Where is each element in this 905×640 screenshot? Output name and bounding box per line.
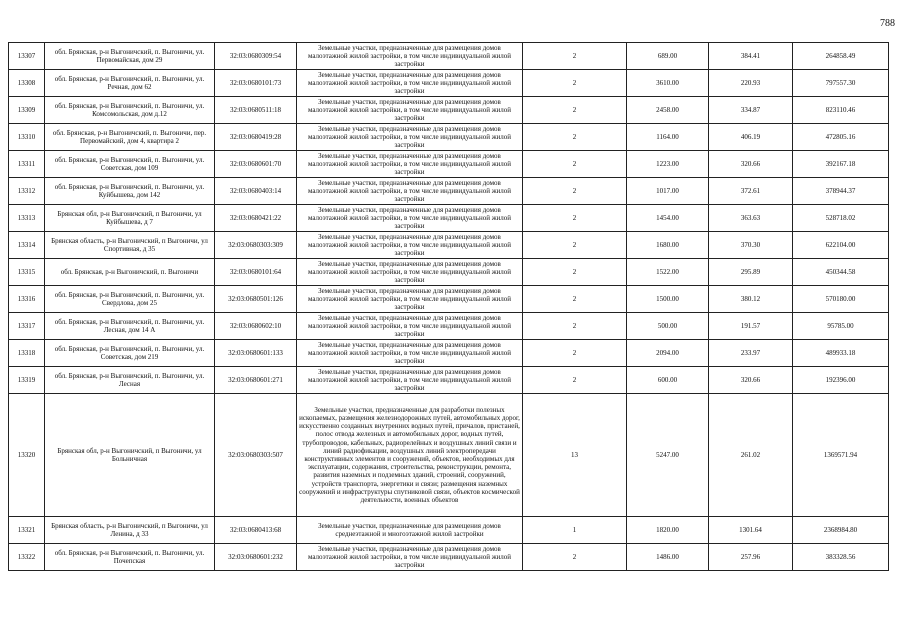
land-use-cell: Земельные участки, предназначенные для размещения домов среднеэтажной и многоэтажной жилой застройки	[297, 517, 523, 544]
row-number: 13319	[9, 367, 45, 394]
table-row	[9, 205, 889, 232]
land-use-cell: Земельные участки, предназначенные для размещения домов малоэтажной жилой застройки, в том числе индивидуальной жилой застройки	[297, 544, 523, 571]
table-row	[9, 178, 889, 205]
group-cell: 1	[523, 517, 627, 544]
specific-value-cell: 384.41	[709, 43, 793, 70]
address-cell: обл. Брянская, р-н Выгоничский, п. Выгоничи, ул. Первомайская, дом 29	[45, 43, 215, 70]
specific-value-cell: 191.57	[709, 313, 793, 340]
table-row	[9, 151, 889, 178]
cadastral-number-cell: 32:03:0680421:22	[215, 205, 297, 232]
address-cell: обл. Брянская, р-н Выгоничский, п. Выгоничи, ул. Речная, дом 62	[45, 70, 215, 97]
group-cell: 2	[523, 124, 627, 151]
area-cell: 1820.00	[627, 517, 709, 544]
land-use-cell: Земельные участки, предназначенные для размещения домов малоэтажной жилой застройки, в том числе индивидуальной жилой застройки	[297, 367, 523, 394]
land-use-cell: Земельные участки, предназначенные для размещения домов малоэтажной жилой застройки, в том числе индивидуальной жилой застройки	[297, 205, 523, 232]
group-cell: 2	[523, 178, 627, 205]
table-row	[9, 43, 889, 70]
area-cell: 1486.00	[627, 544, 709, 571]
cadastral-number-cell: 32:03:0680419:28	[215, 124, 297, 151]
cadastral-value-cell: 450344.58	[793, 259, 889, 286]
area-cell: 1522.00	[627, 259, 709, 286]
group-cell: 2	[523, 367, 627, 394]
row-number: 13313	[9, 205, 45, 232]
address-cell: обл. Брянская, р-н Выгоничский, п. Выгоничи, ул. Свердлова, дом 25	[45, 286, 215, 313]
row-number: 13316	[9, 286, 45, 313]
cadastral-value-cell: 1369571.94	[793, 394, 889, 517]
address-cell: обл. Брянская, р-н Выгоничский, п. Выгоничи, ул. Куйбышева, дом 142	[45, 178, 215, 205]
land-use-cell: Земельные участки, предназначенные для разработки полезных ископаемых, размещения железнодорожных путей, автомобильных дорог, искусственно созданных внутренних водных путей, причалов, пристаней, полос отвода железных и автомобильных дорог, водных путей, трубопроводов, кабельных, радиорелейных и воздушных линий связи и линий радиофикации, воздушных линий электропередачи конструктивных элементов и сооружений, объектов, необходимых для эксплуатации, содержания, строительства, реконструкции, ремонта, развития наземных и подземных зданий, строений, сооружений, устройств транспорта, энергетики и связи; размещения наземных сооружений и инфраструктуры спутниковой связи, объектов космической деятельности, военных объектов	[297, 394, 523, 517]
specific-value-cell: 320.66	[709, 367, 793, 394]
cadastral-number-cell: 32:03:0680101:64	[215, 259, 297, 286]
address-cell: Брянская область, р-н Выгоничский, п Выгоничи, ул Спортивная, д 35	[45, 232, 215, 259]
specific-value-cell: 372.61	[709, 178, 793, 205]
row-number: 13314	[9, 232, 45, 259]
specific-value-cell: 1301.64	[709, 517, 793, 544]
address-cell: обл. Брянская, р-н Выгоничский, п. Выгоничи, ул. Комсомольская, дом д.12	[45, 97, 215, 124]
cadastral-number-cell: 32:03:0680403:14	[215, 178, 297, 205]
row-number: 13317	[9, 313, 45, 340]
address-cell: Брянская обл, р-н Выгоничский, п Выгоничи, ул Больничная	[45, 394, 215, 517]
table-row	[9, 517, 889, 544]
cadastral-number-cell: 32:03:0680511:18	[215, 97, 297, 124]
address-cell: обл. Брянская, р-н Выгоничский, п. Выгоничи	[45, 259, 215, 286]
row-number: 13308	[9, 70, 45, 97]
address-cell: обл. Брянская, р-н Выгоничский, п. Выгоничи, ул. Лесная	[45, 367, 215, 394]
area-cell: 2458.00	[627, 97, 709, 124]
specific-value-cell: 334.87	[709, 97, 793, 124]
group-cell: 13	[523, 394, 627, 517]
cadastral-value-cell: 378944.37	[793, 178, 889, 205]
row-number: 13321	[9, 517, 45, 544]
group-cell: 2	[523, 205, 627, 232]
area-cell: 600.00	[627, 367, 709, 394]
cadastral-value-cell: 264858.49	[793, 43, 889, 70]
row-number: 13307	[9, 43, 45, 70]
table-row	[9, 70, 889, 97]
area-cell: 2094.00	[627, 340, 709, 367]
specific-value-cell: 295.89	[709, 259, 793, 286]
cadastral-number-cell: 32:03:0680501:126	[215, 286, 297, 313]
table-row	[9, 313, 889, 340]
land-use-cell: Земельные участки, предназначенные для размещения домов малоэтажной жилой застройки, в том числе индивидуальной жилой застройки	[297, 97, 523, 124]
land-use-cell: Земельные участки, предназначенные для размещения домов малоэтажной жилой застройки, в том числе индивидуальной жилой застройки	[297, 178, 523, 205]
cadastral-value-cell: 823110.46	[793, 97, 889, 124]
cadastral-value-cell: 570180.00	[793, 286, 889, 313]
specific-value-cell: 233.97	[709, 340, 793, 367]
table-row	[9, 232, 889, 259]
area-cell: 1680.00	[627, 232, 709, 259]
cadastral-value-cell: 489933.18	[793, 340, 889, 367]
address-cell: Брянская обл, р-н Выгоничский, п Выгоничи, ул Куйбышева, д 7	[45, 205, 215, 232]
cadastral-number-cell: 32:03:0680413:68	[215, 517, 297, 544]
land-registry-table	[8, 42, 889, 571]
group-cell: 2	[523, 151, 627, 178]
specific-value-cell: 363.63	[709, 205, 793, 232]
table-row	[9, 367, 889, 394]
cadastral-value-cell: 383328.56	[793, 544, 889, 571]
land-use-cell: Земельные участки, предназначенные для размещения домов малоэтажной жилой застройки, в том числе индивидуальной жилой застройки	[297, 70, 523, 97]
land-use-cell: Земельные участки, предназначенные для размещения домов малоэтажной жилой застройки, в том числе индивидуальной жилой застройки	[297, 151, 523, 178]
table-body	[9, 43, 889, 571]
row-number: 13312	[9, 178, 45, 205]
cadastral-number-cell: 32:03:0680303:309	[215, 232, 297, 259]
area-cell: 1017.00	[627, 178, 709, 205]
cadastral-value-cell: 192396.00	[793, 367, 889, 394]
address-cell: Брянская область, р-н Выгоничский, п Выгоничи, ул Ленина, д 33	[45, 517, 215, 544]
land-use-cell: Земельные участки, предназначенные для размещения домов малоэтажной жилой застройки, в том числе индивидуальной жилой застройки	[297, 313, 523, 340]
row-number: 13310	[9, 124, 45, 151]
area-cell: 689.00	[627, 43, 709, 70]
land-use-cell: Земельные участки, предназначенные для размещения домов малоэтажной жилой застройки, в том числе индивидуальной жилой застройки	[297, 232, 523, 259]
table-row	[9, 259, 889, 286]
area-cell: 3610.00	[627, 70, 709, 97]
row-number: 13315	[9, 259, 45, 286]
address-cell: обл. Брянская, р-н Выгоничский, п. Выгоничи, пер. Первомайский, дом 4, квартира 2	[45, 124, 215, 151]
specific-value-cell: 257.96	[709, 544, 793, 571]
group-cell: 2	[523, 313, 627, 340]
group-cell: 2	[523, 232, 627, 259]
group-cell: 2	[523, 259, 627, 286]
table-row	[9, 286, 889, 313]
table-row	[9, 394, 889, 517]
row-number: 13309	[9, 97, 45, 124]
area-cell: 1223.00	[627, 151, 709, 178]
row-number: 13322	[9, 544, 45, 571]
group-cell: 2	[523, 43, 627, 70]
table-row	[9, 124, 889, 151]
cadastral-number-cell: 32:03:0680303:507	[215, 394, 297, 517]
cadastral-value-cell: 472805.16	[793, 124, 889, 151]
specific-value-cell: 220.93	[709, 70, 793, 97]
cadastral-number-cell: 32:03:0680601:70	[215, 151, 297, 178]
row-number: 13311	[9, 151, 45, 178]
cadastral-number-cell: 32:03:0680309:54	[215, 43, 297, 70]
page-number: 788	[880, 18, 895, 29]
group-cell: 2	[523, 97, 627, 124]
row-number: 13318	[9, 340, 45, 367]
address-cell: обл. Брянская, р-н Выгоничский, п. Выгоничи, ул. Советская, дом 219	[45, 340, 215, 367]
land-use-cell: Земельные участки, предназначенные для размещения домов малоэтажной жилой застройки, в том числе индивидуальной жилой застройки	[297, 340, 523, 367]
group-cell: 2	[523, 340, 627, 367]
cadastral-value-cell: 528718.02	[793, 205, 889, 232]
land-use-cell: Земельные участки, предназначенные для размещения домов малоэтажной жилой застройки, в том числе индивидуальной жилой застройки	[297, 43, 523, 70]
cadastral-value-cell: 392167.18	[793, 151, 889, 178]
area-cell: 5247.00	[627, 394, 709, 517]
specific-value-cell: 370.30	[709, 232, 793, 259]
cadastral-number-cell: 32:03:0680601:232	[215, 544, 297, 571]
specific-value-cell: 320.66	[709, 151, 793, 178]
cadastral-number-cell: 32:03:0680601:133	[215, 340, 297, 367]
area-cell: 1164.00	[627, 124, 709, 151]
table-row	[9, 97, 889, 124]
cadastral-number-cell: 32:03:0680602:10	[215, 313, 297, 340]
cadastral-number-cell: 32:03:0680601:271	[215, 367, 297, 394]
row-number: 13320	[9, 394, 45, 517]
land-use-cell: Земельные участки, предназначенные для размещения домов малоэтажной жилой застройки, в том числе индивидуальной жилой застройки	[297, 286, 523, 313]
cadastral-value-cell: 95785.00	[793, 313, 889, 340]
area-cell: 1500.00	[627, 286, 709, 313]
group-cell: 2	[523, 70, 627, 97]
area-cell: 500.00	[627, 313, 709, 340]
land-use-cell: Земельные участки, предназначенные для размещения домов малоэтажной жилой застройки, в том числе индивидуальной жилой застройки	[297, 259, 523, 286]
area-cell: 1454.00	[627, 205, 709, 232]
table-row	[9, 340, 889, 367]
land-use-cell: Земельные участки, предназначенные для размещения домов малоэтажной жилой застройки, в том числе индивидуальной жилой застройки	[297, 124, 523, 151]
specific-value-cell: 261.02	[709, 394, 793, 517]
cadastral-value-cell: 2368984.80	[793, 517, 889, 544]
cadastral-value-cell: 797557.30	[793, 70, 889, 97]
cadastral-value-cell: 622104.00	[793, 232, 889, 259]
group-cell: 2	[523, 544, 627, 571]
address-cell: обл. Брянская, р-н Выгоничский, п. Выгоничи, ул. Лесная, дом 14 А	[45, 313, 215, 340]
group-cell: 2	[523, 286, 627, 313]
table-row	[9, 544, 889, 571]
address-cell: обл. Брянская, р-н Выгоничский, п. Выгоничи, ул. Советская, дом 109	[45, 151, 215, 178]
specific-value-cell: 380.12	[709, 286, 793, 313]
cadastral-number-cell: 32:03:0680101:73	[215, 70, 297, 97]
address-cell: обл. Брянская, р-н Выгоничский, п. Выгоничи, ул. Почепская	[45, 544, 215, 571]
specific-value-cell: 406.19	[709, 124, 793, 151]
